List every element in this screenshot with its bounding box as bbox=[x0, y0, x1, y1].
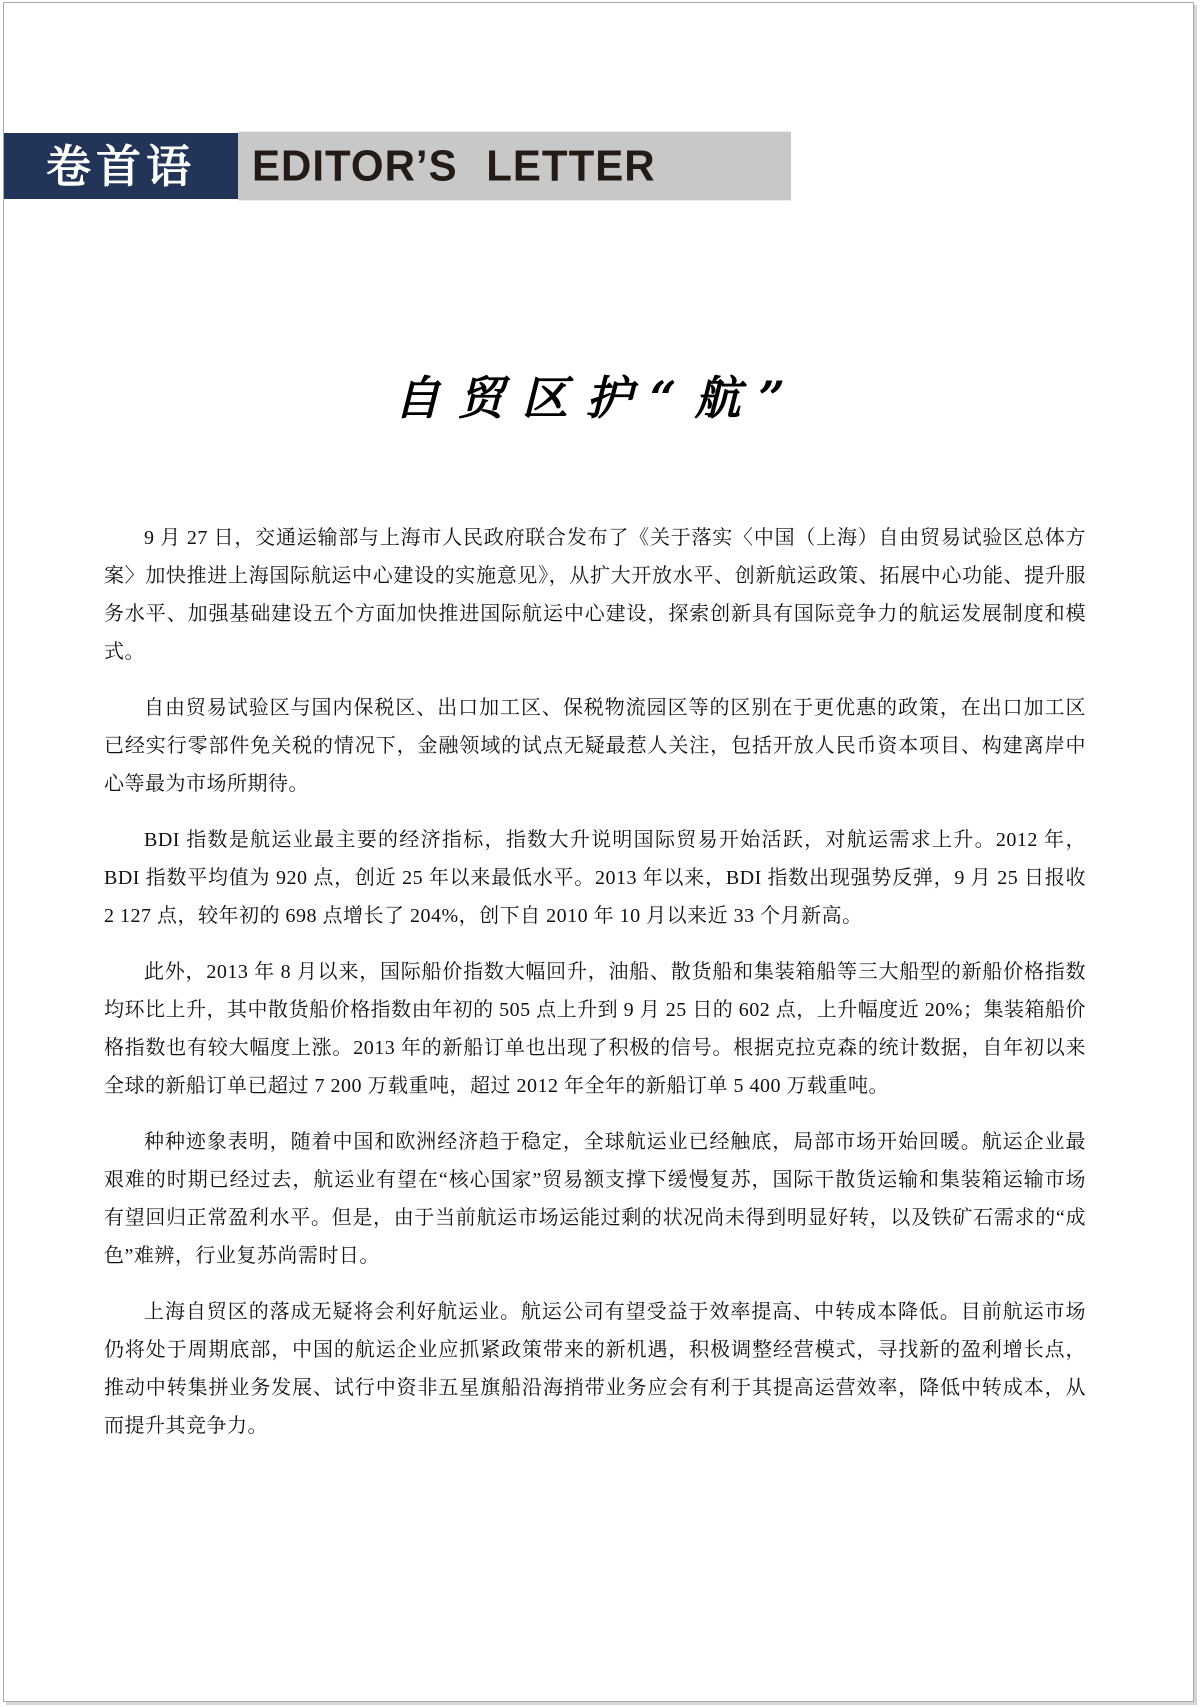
article-title: 自贸区护“航” bbox=[394, 371, 803, 425]
magazine-page bbox=[3, 2, 1194, 1702]
article-paragraph-2: 自由贸易试验区与国内保税区、出口加工区、保税物流园区等的区别在于更优惠的政策，在出口加工区已经实行零部件免关税的情况下，金融领域的试点无疑最惹人关注，包括开放人民币资本项目、构建离岸中心等最为市场所期待。 bbox=[104, 697, 1086, 795]
article-paragraph-4: 此外，2013 年 8 月以来，国际船价指数大幅回升，油船、散货船和集装箱船等三大船型的新船价格指数均环比上升，其中散货船价格指数由年初的 505 点上升到 9 月 25 日的 602 点，上升幅度近 20%；集装箱船价格指数也有较大幅度上涨。2013 年的新船订单也出现了积极的信号。根据克拉克森的统计数据，自年初以来全球的新船订单已超过 7 200 万载重吨，超过 2012 年全年的新船订单 5 400 万载重吨。 bbox=[104, 961, 1086, 1097]
article-paragraph-3: BDI 指数是航运业最主要的经济指标，指数大升说明国际贸易开始活跃，对航运需求上升。2012 年，BDI 指数平均值为 920 点，创近 25 年以来最低水平。2013 年以来，BDI 指数出现强势反弹，9 月 25 日报收 2 127 点，较年初的 698 点增长了 204%，创下自 2010 年 10 月以来近 33 个月新高。 bbox=[104, 829, 1086, 927]
section-label-chinese: 卷首语 bbox=[4, 133, 238, 199]
section-label-english: EDITOR’S LETTER bbox=[238, 132, 791, 201]
article-paragraph-6: 上海自贸区的落成无疑将会利好航运业。航运公司有望受益于效率提高、中转成本降低。目前航运市场仍将处于周期底部，中国的航运企业应抓紧政策带来的新机遇，积极调整经营模式，寻找新的盈利增长点，推动中转集拼业务发展、试行中资非五星旗船沿海捎带业务应会有利于其提高运营效率，降低中转成本，从而提升其竞争力。 bbox=[104, 1301, 1086, 1437]
article-paragraph-1: 9 月 27 日，交通运输部与上海市人民政府联合发布了《关于落实〈中国（上海）自由贸易试验区总体方案〉加快推进上海国际航运中心建设的实施意见》，从扩大开放水平、创新航运政策、拓展中心功能、提升服务水平、加强基础建设五个方面加快推进国际航运中心建设，探索创新具有国际竞争力的航运发展制度和模式。 bbox=[104, 527, 1086, 663]
article-paragraph-5: 种种迹象表明，随着中国和欧洲经济趋于稳定，全球航运业已经触底，局部市场开始回暖。航运企业最艰难的时期已经过去，航运业有望在“核心国家”贸易额支撑下缓慢复苏，国际干散货运输和集装箱运输市场有望回归正常盈利水平。但是，由于当前航运市场运能过剩的状况尚未得到明显好转，以及铁矿石需求的“成色”难辨，行业复苏尚需时日。 bbox=[104, 1131, 1086, 1267]
article-body bbox=[104, 501, 1086, 1463]
section-header-bar bbox=[4, 133, 1193, 199]
